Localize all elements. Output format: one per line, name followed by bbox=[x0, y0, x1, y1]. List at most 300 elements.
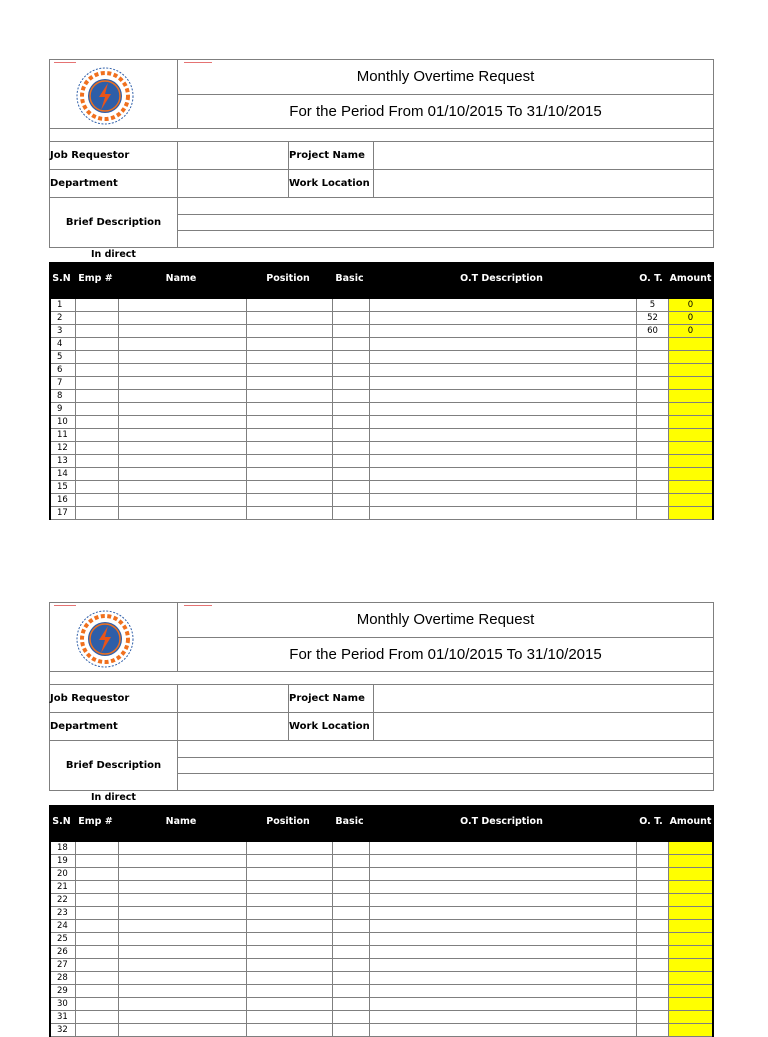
basic-cell[interactable] bbox=[333, 959, 370, 971]
table-row bbox=[51, 390, 712, 403]
amount-cell bbox=[669, 351, 712, 363]
position-cell[interactable] bbox=[247, 881, 333, 893]
ot-cell[interactable] bbox=[637, 920, 669, 932]
emp-cell[interactable] bbox=[76, 1011, 119, 1023]
ot-description-cell[interactable] bbox=[370, 1024, 637, 1036]
emp-cell[interactable] bbox=[76, 468, 119, 480]
col-amount: Amount bbox=[669, 272, 712, 284]
table-body bbox=[49, 837, 714, 1037]
info-row-department bbox=[49, 170, 714, 198]
department-field[interactable] bbox=[178, 170, 289, 197]
emp-cell[interactable] bbox=[76, 946, 119, 958]
position-cell[interactable] bbox=[247, 1024, 333, 1036]
sn-cell: 27 bbox=[51, 959, 76, 971]
sn-cell: 25 bbox=[51, 933, 76, 945]
table-row bbox=[51, 494, 712, 507]
sn-cell: 29 bbox=[51, 985, 76, 997]
ot-cell[interactable] bbox=[637, 403, 669, 415]
basic-cell[interactable] bbox=[333, 920, 370, 932]
amount-cell bbox=[669, 481, 712, 493]
ot-description-cell[interactable] bbox=[370, 299, 637, 311]
col-position: Position bbox=[266, 815, 310, 827]
name-cell[interactable] bbox=[119, 351, 247, 363]
position-cell[interactable] bbox=[247, 972, 333, 984]
ot-cell[interactable] bbox=[637, 933, 669, 945]
ot-cell[interactable] bbox=[637, 1024, 669, 1036]
name-cell[interactable] bbox=[119, 325, 247, 337]
amount-cell bbox=[669, 985, 712, 997]
position-cell[interactable] bbox=[247, 907, 333, 919]
name-cell[interactable] bbox=[119, 494, 247, 506]
ot-cell[interactable] bbox=[637, 468, 669, 480]
sn-cell: 17 bbox=[51, 507, 76, 519]
sn-cell: 3 bbox=[51, 325, 76, 337]
position-cell[interactable] bbox=[247, 338, 333, 350]
ot-description-cell[interactable] bbox=[370, 481, 637, 493]
position-cell[interactable] bbox=[247, 507, 333, 519]
basic-cell[interactable] bbox=[333, 416, 370, 428]
position-cell[interactable] bbox=[247, 364, 333, 376]
position-cell[interactable] bbox=[247, 416, 333, 428]
basic-cell[interactable] bbox=[333, 351, 370, 363]
amount-cell bbox=[669, 416, 712, 428]
sn-cell: 15 bbox=[51, 481, 76, 493]
emp-cell[interactable] bbox=[76, 1024, 119, 1036]
name-cell[interactable] bbox=[119, 364, 247, 376]
spacer-row bbox=[49, 672, 714, 685]
ot-description-cell[interactable] bbox=[370, 351, 637, 363]
ot-cell[interactable] bbox=[637, 881, 669, 893]
position-cell[interactable] bbox=[247, 894, 333, 906]
ot-cell[interactable] bbox=[637, 390, 669, 402]
table-row bbox=[51, 985, 712, 998]
basic-cell[interactable] bbox=[333, 842, 370, 854]
table-row bbox=[51, 351, 712, 364]
name-cell[interactable] bbox=[119, 403, 247, 415]
amount-cell: 0 bbox=[669, 312, 712, 324]
name-cell[interactable] bbox=[119, 907, 247, 919]
ot-cell[interactable] bbox=[637, 842, 669, 854]
ot-description-cell[interactable] bbox=[370, 985, 637, 997]
position-cell[interactable] bbox=[247, 946, 333, 958]
basic-cell[interactable] bbox=[333, 429, 370, 441]
col-ot-description: O.T Description bbox=[460, 815, 543, 827]
position-cell[interactable] bbox=[247, 868, 333, 880]
ot-cell[interactable]: 60 bbox=[637, 325, 669, 337]
emp-cell[interactable] bbox=[76, 312, 119, 324]
emp-cell[interactable] bbox=[76, 842, 119, 854]
basic-cell[interactable] bbox=[333, 468, 370, 480]
ot-description-cell[interactable] bbox=[370, 998, 637, 1010]
sn-cell: 28 bbox=[51, 972, 76, 984]
brief-description-field[interactable] bbox=[178, 198, 713, 247]
table-row bbox=[51, 1011, 712, 1024]
basic-cell[interactable] bbox=[333, 907, 370, 919]
table-row bbox=[51, 837, 712, 855]
position-cell[interactable] bbox=[247, 351, 333, 363]
basic-cell[interactable] bbox=[333, 364, 370, 376]
ot-cell[interactable] bbox=[637, 455, 669, 467]
ot-cell[interactable] bbox=[637, 907, 669, 919]
position-cell[interactable] bbox=[247, 959, 333, 971]
ot-description-cell[interactable] bbox=[370, 442, 637, 454]
table-row bbox=[51, 312, 712, 325]
basic-cell[interactable] bbox=[333, 507, 370, 519]
job-requestor-field[interactable] bbox=[178, 142, 289, 169]
amount-cell bbox=[669, 1011, 712, 1023]
department-field[interactable] bbox=[178, 713, 289, 740]
sn-cell: 4 bbox=[51, 338, 76, 350]
title-column bbox=[178, 603, 713, 671]
basic-cell[interactable] bbox=[333, 998, 370, 1010]
ot-cell[interactable] bbox=[637, 442, 669, 454]
ot-cell[interactable] bbox=[637, 481, 669, 493]
position-cell[interactable] bbox=[247, 842, 333, 854]
name-cell[interactable] bbox=[119, 920, 247, 932]
col-emp: Emp # bbox=[78, 815, 113, 827]
name-cell[interactable] bbox=[119, 468, 247, 480]
basic-cell[interactable] bbox=[333, 868, 370, 880]
logo-cell bbox=[50, 60, 178, 128]
ot-cell[interactable] bbox=[637, 416, 669, 428]
table-row bbox=[51, 881, 712, 894]
col-emp: Emp # bbox=[78, 272, 113, 284]
sn-cell: 18 bbox=[51, 842, 76, 854]
emp-cell[interactable] bbox=[76, 907, 119, 919]
emp-cell[interactable] bbox=[76, 377, 119, 389]
basic-cell[interactable] bbox=[333, 855, 370, 867]
emp-cell[interactable] bbox=[76, 920, 119, 932]
form-header bbox=[49, 59, 714, 129]
ot-description-cell[interactable] bbox=[370, 920, 637, 932]
ot-description-cell[interactable] bbox=[370, 429, 637, 441]
position-cell[interactable] bbox=[247, 920, 333, 932]
emp-cell[interactable] bbox=[76, 507, 119, 519]
amount-cell bbox=[669, 442, 712, 454]
position-cell[interactable] bbox=[247, 468, 333, 480]
position-cell[interactable] bbox=[247, 299, 333, 311]
name-cell[interactable] bbox=[119, 959, 247, 971]
name-cell[interactable] bbox=[119, 1011, 247, 1023]
emp-cell[interactable] bbox=[76, 299, 119, 311]
ot-description-cell[interactable] bbox=[370, 933, 637, 945]
basic-cell[interactable] bbox=[333, 946, 370, 958]
amount-cell bbox=[669, 894, 712, 906]
basic-cell[interactable] bbox=[333, 933, 370, 945]
name-cell[interactable] bbox=[119, 1024, 247, 1036]
emp-cell[interactable] bbox=[76, 416, 119, 428]
table-row bbox=[51, 416, 712, 429]
sn-cell: 6 bbox=[51, 364, 76, 376]
basic-cell[interactable] bbox=[333, 403, 370, 415]
sn-cell: 26 bbox=[51, 946, 76, 958]
info-row-requestor bbox=[49, 142, 714, 170]
ot-description-cell[interactable] bbox=[370, 1011, 637, 1023]
ot-description-cell[interactable] bbox=[370, 855, 637, 867]
sn-cell: 10 bbox=[51, 416, 76, 428]
table-row bbox=[51, 338, 712, 351]
position-cell[interactable] bbox=[247, 985, 333, 997]
project-name-field[interactable] bbox=[374, 685, 713, 712]
col-ot-description: O.T Description bbox=[460, 272, 543, 284]
emp-cell[interactable] bbox=[76, 429, 119, 441]
amount-cell bbox=[669, 881, 712, 893]
ot-description-cell[interactable] bbox=[370, 959, 637, 971]
emp-cell[interactable] bbox=[76, 455, 119, 467]
position-cell[interactable] bbox=[247, 377, 333, 389]
ot-description-cell[interactable] bbox=[370, 494, 637, 506]
basic-cell[interactable] bbox=[333, 299, 370, 311]
emp-cell[interactable] bbox=[76, 959, 119, 971]
emp-cell[interactable] bbox=[76, 390, 119, 402]
brief-description-label: Brief Description bbox=[50, 198, 178, 247]
sn-cell: 21 bbox=[51, 881, 76, 893]
name-cell[interactable] bbox=[119, 507, 247, 519]
sn-cell: 31 bbox=[51, 1011, 76, 1023]
table-row bbox=[51, 442, 712, 455]
emp-cell[interactable] bbox=[76, 338, 119, 350]
name-cell[interactable] bbox=[119, 842, 247, 854]
emp-cell[interactable] bbox=[76, 351, 119, 363]
name-cell[interactable] bbox=[119, 416, 247, 428]
basic-cell[interactable] bbox=[333, 390, 370, 402]
amount-cell bbox=[669, 507, 712, 519]
emp-cell[interactable] bbox=[76, 855, 119, 867]
name-cell[interactable] bbox=[119, 299, 247, 311]
ot-cell[interactable] bbox=[637, 351, 669, 363]
basic-cell[interactable] bbox=[333, 338, 370, 350]
position-cell[interactable] bbox=[247, 390, 333, 402]
emp-cell[interactable] bbox=[76, 985, 119, 997]
ot-cell[interactable] bbox=[637, 894, 669, 906]
emp-cell[interactable] bbox=[76, 325, 119, 337]
sn-cell: 12 bbox=[51, 442, 76, 454]
ot-description-cell[interactable] bbox=[370, 338, 637, 350]
position-cell[interactable] bbox=[247, 312, 333, 324]
ot-cell[interactable] bbox=[637, 855, 669, 867]
table-row bbox=[51, 868, 712, 881]
ot-cell[interactable] bbox=[637, 972, 669, 984]
name-cell[interactable] bbox=[119, 881, 247, 893]
basic-cell[interactable] bbox=[333, 481, 370, 493]
ot-description-cell[interactable] bbox=[370, 894, 637, 906]
amount-cell bbox=[669, 907, 712, 919]
ot-description-cell[interactable] bbox=[370, 403, 637, 415]
name-cell[interactable] bbox=[119, 868, 247, 880]
name-cell[interactable] bbox=[119, 998, 247, 1010]
sn-cell: 22 bbox=[51, 894, 76, 906]
table-row bbox=[51, 507, 712, 520]
amount-cell bbox=[669, 364, 712, 376]
emp-cell[interactable] bbox=[76, 933, 119, 945]
ot-description-cell[interactable] bbox=[370, 868, 637, 880]
table-row bbox=[51, 403, 712, 416]
emp-cell[interactable] bbox=[76, 442, 119, 454]
ot-cell[interactable] bbox=[637, 985, 669, 997]
brief-description-field[interactable] bbox=[178, 741, 713, 790]
name-cell[interactable] bbox=[119, 855, 247, 867]
position-cell[interactable] bbox=[247, 855, 333, 867]
name-cell[interactable] bbox=[119, 390, 247, 402]
ot-cell[interactable]: 5 bbox=[637, 299, 669, 311]
name-cell[interactable] bbox=[119, 442, 247, 454]
basic-cell[interactable] bbox=[333, 1011, 370, 1023]
amount-cell bbox=[669, 868, 712, 880]
ot-description-cell[interactable] bbox=[370, 416, 637, 428]
amount-cell bbox=[669, 403, 712, 415]
amount-cell: 0 bbox=[669, 299, 712, 311]
emp-cell[interactable] bbox=[76, 998, 119, 1010]
position-cell[interactable] bbox=[247, 933, 333, 945]
col-name: Name bbox=[165, 815, 197, 827]
work-location-label: Work Location bbox=[289, 713, 374, 740]
name-cell[interactable] bbox=[119, 933, 247, 945]
col-sn: S.N bbox=[52, 815, 71, 827]
basic-cell[interactable] bbox=[333, 881, 370, 893]
name-cell[interactable] bbox=[119, 985, 247, 997]
ot-description-cell[interactable] bbox=[370, 325, 637, 337]
position-cell[interactable] bbox=[247, 442, 333, 454]
spacer-row bbox=[49, 129, 714, 142]
table-row bbox=[51, 429, 712, 442]
sn-cell: 19 bbox=[51, 855, 76, 867]
basic-cell[interactable] bbox=[333, 494, 370, 506]
amount-cell bbox=[669, 494, 712, 506]
ot-description-cell[interactable] bbox=[370, 377, 637, 389]
overtime-form-2 bbox=[49, 602, 714, 1037]
basic-cell[interactable] bbox=[333, 985, 370, 997]
table-row bbox=[51, 325, 712, 338]
col-amount: Amount bbox=[669, 815, 712, 827]
position-cell[interactable] bbox=[247, 455, 333, 467]
amount-cell bbox=[669, 933, 712, 945]
ot-cell[interactable] bbox=[637, 868, 669, 880]
ot-cell[interactable] bbox=[637, 429, 669, 441]
col-sn: S.N bbox=[52, 272, 71, 284]
sn-cell: 30 bbox=[51, 998, 76, 1010]
amount-cell bbox=[669, 468, 712, 480]
info-row-requestor bbox=[49, 685, 714, 713]
amount-cell bbox=[669, 377, 712, 389]
ot-cell[interactable] bbox=[637, 959, 669, 971]
table-row bbox=[51, 455, 712, 468]
table-row bbox=[51, 294, 712, 312]
ot-description-cell[interactable] bbox=[370, 842, 637, 854]
emp-cell[interactable] bbox=[76, 972, 119, 984]
name-cell[interactable] bbox=[119, 894, 247, 906]
logo-cell bbox=[50, 603, 178, 671]
emp-cell[interactable] bbox=[76, 364, 119, 376]
table-row bbox=[51, 1024, 712, 1037]
sn-cell: 7 bbox=[51, 377, 76, 389]
ot-cell[interactable] bbox=[637, 494, 669, 506]
name-cell[interactable] bbox=[119, 429, 247, 441]
ot-cell[interactable] bbox=[637, 1011, 669, 1023]
ot-cell[interactable] bbox=[637, 338, 669, 350]
work-location-field[interactable] bbox=[374, 713, 713, 740]
position-cell[interactable] bbox=[247, 403, 333, 415]
ot-cell[interactable] bbox=[637, 507, 669, 519]
ot-description-cell[interactable] bbox=[370, 946, 637, 958]
table-header bbox=[49, 262, 714, 294]
amount-cell bbox=[669, 946, 712, 958]
ot-description-cell[interactable] bbox=[370, 455, 637, 467]
ot-description-cell[interactable] bbox=[370, 972, 637, 984]
position-cell[interactable] bbox=[247, 429, 333, 441]
position-cell[interactable] bbox=[247, 325, 333, 337]
work-location-label: Work Location bbox=[289, 170, 374, 197]
ot-description-cell[interactable] bbox=[370, 364, 637, 376]
ot-cell[interactable] bbox=[637, 998, 669, 1010]
ot-cell[interactable]: 52 bbox=[637, 312, 669, 324]
table-row bbox=[51, 855, 712, 868]
company-logo-icon bbox=[70, 65, 140, 127]
indirect-label: In direct bbox=[91, 792, 136, 803]
position-cell[interactable] bbox=[247, 998, 333, 1010]
ot-description-cell[interactable] bbox=[370, 881, 637, 893]
job-requestor-field[interactable] bbox=[178, 685, 289, 712]
name-cell[interactable] bbox=[119, 946, 247, 958]
brief-description-block bbox=[49, 741, 714, 791]
position-cell[interactable] bbox=[247, 1011, 333, 1023]
emp-cell[interactable] bbox=[76, 881, 119, 893]
basic-cell[interactable] bbox=[333, 312, 370, 324]
indirect-label: In direct bbox=[91, 249, 136, 260]
ot-cell[interactable] bbox=[637, 364, 669, 376]
table-row bbox=[51, 481, 712, 494]
emp-cell[interactable] bbox=[76, 481, 119, 493]
ot-description-cell[interactable] bbox=[370, 468, 637, 480]
name-cell[interactable] bbox=[119, 338, 247, 350]
table-row bbox=[51, 377, 712, 390]
basic-cell[interactable] bbox=[333, 325, 370, 337]
basic-cell[interactable] bbox=[333, 377, 370, 389]
info-row-department bbox=[49, 713, 714, 741]
form-title: Monthly Overtime Request bbox=[356, 68, 535, 86]
work-location-field[interactable] bbox=[374, 170, 713, 197]
ot-description-cell[interactable] bbox=[370, 312, 637, 324]
position-cell[interactable] bbox=[247, 481, 333, 493]
ot-description-cell[interactable] bbox=[370, 907, 637, 919]
ot-description-cell[interactable] bbox=[370, 507, 637, 519]
name-cell[interactable] bbox=[119, 312, 247, 324]
basic-cell[interactable] bbox=[333, 442, 370, 454]
emp-cell[interactable] bbox=[76, 894, 119, 906]
name-cell[interactable] bbox=[119, 972, 247, 984]
amount-cell bbox=[669, 338, 712, 350]
project-name-field[interactable] bbox=[374, 142, 713, 169]
col-name: Name bbox=[165, 272, 197, 284]
name-cell[interactable] bbox=[119, 481, 247, 493]
ot-cell[interactable] bbox=[637, 946, 669, 958]
name-cell[interactable] bbox=[119, 377, 247, 389]
amount-cell bbox=[669, 390, 712, 402]
table-row bbox=[51, 933, 712, 946]
ot-description-cell[interactable] bbox=[370, 390, 637, 402]
emp-cell[interactable] bbox=[76, 403, 119, 415]
basic-cell[interactable] bbox=[333, 972, 370, 984]
basic-cell[interactable] bbox=[333, 894, 370, 906]
position-cell[interactable] bbox=[247, 494, 333, 506]
ot-cell[interactable] bbox=[637, 377, 669, 389]
basic-cell[interactable] bbox=[333, 455, 370, 467]
basic-cell[interactable] bbox=[333, 1024, 370, 1036]
table-row bbox=[51, 998, 712, 1011]
emp-cell[interactable] bbox=[76, 494, 119, 506]
name-cell[interactable] bbox=[119, 455, 247, 467]
col-basic: Basic bbox=[335, 815, 364, 827]
emp-cell[interactable] bbox=[76, 868, 119, 880]
